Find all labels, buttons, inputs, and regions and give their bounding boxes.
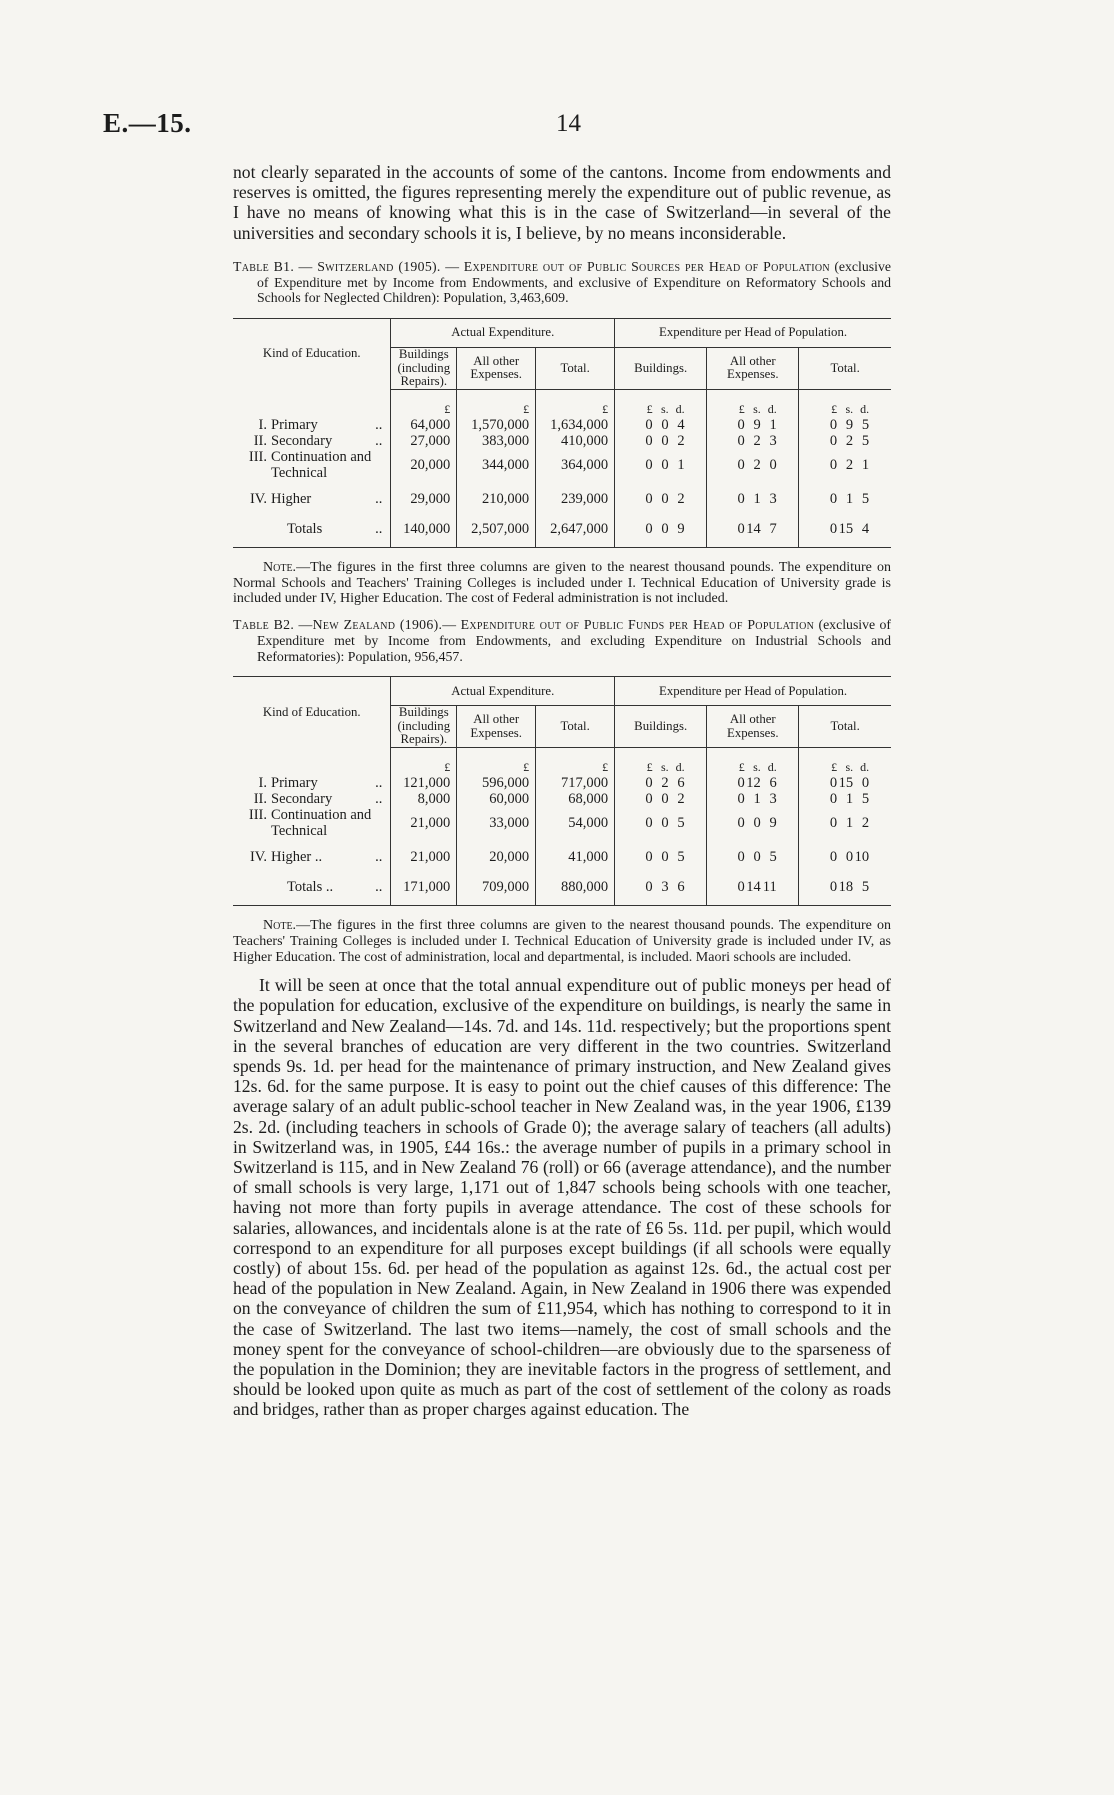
lsd-pence: 5	[677, 849, 685, 866]
row-numeral: III.	[248, 449, 267, 466]
caption-country: — Switzerland (1905). —	[298, 258, 460, 274]
lsd-shillings: 0	[661, 491, 669, 508]
lsd-shillings: 0	[661, 457, 669, 474]
totals-label-cell	[233, 869, 391, 906]
lsd-pence: 4	[861, 521, 870, 538]
unit-pound: £	[831, 402, 838, 417]
row-kind-label: Higher	[271, 491, 312, 508]
table-row	[233, 433, 891, 449]
lsd-pence: 3	[769, 491, 777, 508]
lsd-shillings: 3	[661, 879, 669, 896]
unit-pence: d.	[675, 760, 685, 775]
cell-buildings: 27,000	[391, 433, 457, 449]
lsd-pounds: 0	[645, 417, 653, 434]
lsd-pence: 1	[769, 417, 777, 434]
lsd-pence: 7	[769, 521, 777, 538]
unit-shilling: s.	[753, 760, 761, 775]
cell-ph-other	[707, 449, 799, 481]
lsd-shillings: 0	[661, 433, 669, 450]
row-kind-label: Secondary	[271, 791, 333, 808]
caption-rest: (exclusive of Expenditure met by Income from Endowments, and excluding Expenditure on Industrial Schools and Reformatories): Population, 956,457.	[257, 616, 891, 664]
page-reference: E.—15.	[103, 108, 192, 138]
header-actual-expenditure: Actual Expenditure.	[391, 319, 615, 348]
row-kind	[233, 481, 391, 511]
cell-total: 239,000	[536, 481, 615, 511]
unit-pence: d.	[767, 402, 777, 417]
table-b2-section	[233, 617, 891, 965]
cell-other: 1,570,000	[457, 417, 536, 433]
totals-other: 709,000	[457, 869, 536, 906]
lsd-pence: 6	[769, 775, 777, 792]
note-text: —The figures in the first three columns are given to the nearest thousand pounds. The expenditure on Teachers' Training Colleges is included under I. Technical Education of University grade is included under IV, as Higher Education. The cost of administration, local and departmental, is included. Maori schools are included.	[233, 918, 891, 965]
lsd-pence: 1	[861, 457, 870, 474]
lsd-pence: 5	[769, 849, 777, 866]
note-label: Note.	[263, 560, 297, 576]
header-ph-other: All other Expenses.	[707, 348, 799, 390]
lsd-pence: 5	[861, 879, 870, 896]
lsd-shillings: 9	[845, 417, 854, 434]
header-ph-other: All other Expenses.	[707, 706, 799, 748]
cell-total: 717,000	[536, 775, 615, 791]
header-per-head: Expenditure per Head of Population.	[615, 677, 891, 706]
lsd-shillings: 0	[661, 521, 669, 538]
unit-pound: £	[646, 760, 653, 775]
lsd-pence: 5	[861, 491, 870, 508]
lsd-pounds: 0	[829, 417, 838, 434]
header-ph-total: Total.	[799, 348, 891, 390]
totals-ph-other	[707, 511, 799, 548]
cell-ph-total	[799, 417, 891, 433]
totals-ph-total	[799, 869, 891, 906]
lsd-pounds: 0	[829, 491, 838, 508]
caption-label: Table B2.	[233, 616, 295, 632]
lsd-shillings: 12	[746, 775, 761, 792]
cell-total: 41,000	[536, 839, 615, 869]
cell-ph-buildings	[615, 791, 707, 807]
unit-shilling: s.	[660, 402, 669, 417]
lsd-pounds: 0	[829, 815, 838, 832]
lsd-pounds: 0	[829, 457, 838, 474]
lsd-pence: 6	[677, 775, 685, 792]
totals-label-cell	[233, 511, 391, 548]
cell-buildings: 121,000	[391, 775, 457, 791]
note-label: Note.	[263, 918, 297, 934]
caption-rest: (exclusive of Expenditure met by Income from Endowments, and exclusive of Expenditure on Reformatory Schools and Schools for Neglected Children): Population, 3,463,609.	[257, 258, 892, 306]
lsd-shillings: 15	[838, 775, 854, 792]
lsd-pence: 2	[677, 791, 685, 808]
lsd-pounds: 0	[737, 815, 745, 832]
closing-paragraph-text: It will be seen at once that the total annual expenditure out of public moneys per head of the population for education, exclusive of the expenditure on buildings, is nearly the same in Switzerland and New Zealand—14s. 7d. and 14s. 11d. respectively; but the proportions spent in the several branches of education are very different in the two countries. Switzerland spends 9s. 1d. per head for the maintenance of primary instruction, and New Zealand gives 12s. 6d. for the same purpose. It is easy to point out the chief causes of this difference: The average salary of an adult public-school teacher in New Zealand was, in the year 1906, £139 2s. 2d. (including teachers in schools of Grade 0); the average salary of teachers (all adults) in Switzerland was, in 1905, £44 16s.: the average number of pupils in a primary school in Switzerland is 115, and in New Zealand 76 (roll) or 66 (average attendance), and the number of small schools is very large, 1,171 out of 1,847 schools being schools with one teacher, having not more than forty pupils in average attendance. The cost of these schools for salaries, allowances, and incidentals alone is at the rate of £6 5s. 11d. per pupil, which would correspond to an expenditure for all purposes except buildings (if all schools were equally costly) of about 15s. 6d. per head of the population as against 12s. 6d., the actual cost per head of the population in New Zealand. Again, in New Zealand in 1906 there was expended on the conveyance of children the sum of £11,954, which has nothing to correspond to it in the case of Switzerland. The last two items—namely, the cost of small schools and the money spent for the conveyance of school-children—are obviously due to the sparseness of the population in the Dominion; they are inevitable factors in the progress of settlement, and should be looked upon quite as much as part of the cost of settlement of the colony as roads and bridges, rather than as proper charges against education. The	[233, 975, 891, 1420]
cell-total: 410,000	[536, 433, 615, 449]
table-b1	[233, 318, 891, 548]
lsd-pence: 2	[861, 815, 870, 832]
unit-pence: d.	[675, 402, 685, 417]
table-b1-section	[233, 259, 891, 607]
row-leader-dots: ..	[375, 775, 383, 792]
cell-buildings: 21,000	[391, 807, 457, 839]
table-row	[233, 481, 891, 511]
totals-total: 880,000	[536, 869, 615, 906]
row-kind	[233, 775, 391, 791]
lsd-pounds: 0	[645, 815, 653, 832]
lsd-pounds: 0	[737, 879, 745, 896]
lsd-units	[799, 747, 891, 775]
cell-ph-total	[799, 433, 891, 449]
table-row	[233, 417, 891, 433]
page-number: 14	[556, 110, 581, 137]
cell-ph-buildings	[615, 433, 707, 449]
cell-total: 1,634,000	[536, 417, 615, 433]
unit-shilling: s.	[660, 760, 669, 775]
lsd-pounds: 0	[829, 775, 838, 792]
unit-pound: £	[536, 389, 615, 417]
lsd-pounds: 0	[737, 433, 745, 450]
unit-pound: £	[831, 760, 838, 775]
lsd-pounds: 0	[737, 491, 745, 508]
table-row	[233, 449, 891, 481]
cell-ph-other	[707, 775, 799, 791]
lsd-shillings: 1	[845, 815, 854, 832]
cell-ph-total	[799, 775, 891, 791]
totals-buildings: 140,000	[391, 511, 457, 548]
row-kind-label: Higher ..	[271, 849, 323, 866]
lsd-pence: 6	[677, 879, 685, 896]
header-buildings: Buildings (including Repairs).	[391, 706, 457, 748]
cell-ph-other	[707, 481, 799, 511]
row-kind-label: Primary	[271, 775, 318, 792]
cell-total: 54,000	[536, 807, 615, 839]
header-ph-buildings: Buildings.	[615, 348, 707, 390]
lsd-shillings: 0	[661, 815, 669, 832]
totals-ph-buildings	[615, 511, 707, 548]
lsd-shillings: 14	[746, 879, 761, 896]
table-row	[233, 791, 891, 807]
lsd-pounds: 0	[645, 879, 653, 896]
table-b2	[233, 676, 891, 906]
cell-buildings: 8,000	[391, 791, 457, 807]
table-row	[233, 775, 891, 791]
table-b2-note	[233, 918, 891, 965]
caption-country: —New Zealand (1906).—	[298, 616, 457, 632]
lsd-pence: 5	[677, 815, 685, 832]
cell-ph-total	[799, 791, 891, 807]
lsd-shillings: 15	[838, 521, 854, 538]
lsd-pence: 4	[677, 417, 685, 434]
totals-total: 2,647,000	[536, 511, 615, 548]
cell-ph-other	[707, 839, 799, 869]
row-numeral: I.	[258, 775, 267, 792]
lsd-pence: 9	[769, 815, 777, 832]
row-numeral: I.	[258, 417, 267, 434]
row-kind-label: Continuation and Technical	[271, 449, 372, 482]
lsd-shillings: 0	[661, 791, 669, 808]
lsd-shillings: 2	[753, 457, 761, 474]
cell-buildings: 64,000	[391, 417, 457, 433]
lsd-shillings: 0	[753, 849, 761, 866]
cell-other: 20,000	[457, 839, 536, 869]
lsd-pence: 0	[861, 775, 870, 792]
unit-pence: d.	[767, 760, 777, 775]
totals-buildings: 171,000	[391, 869, 457, 906]
note-text: —The figures in the first three columns are given to the nearest thousand pounds. The expenditure on Normal Schools and Teachers' Training Colleges is included under I. Technical Education of University grade is included under IV, Higher Education. The cost of Federal administration is not included.	[233, 560, 891, 607]
header-other-expenses: All other Expenses.	[457, 706, 536, 748]
header-kind: Kind of Education.	[262, 346, 361, 361]
unit-pound: £	[391, 389, 457, 417]
closing-paragraph	[233, 975, 891, 1419]
cell-total: 364,000	[536, 449, 615, 481]
row-numeral: II.	[253, 791, 267, 808]
unit-pence: d.	[860, 402, 870, 417]
unit-pound: £	[536, 747, 615, 775]
lsd-pounds: 0	[645, 433, 653, 450]
row-kind	[233, 807, 391, 839]
table-row	[233, 807, 891, 839]
row-numeral: II.	[253, 433, 267, 450]
lsd-shillings: 0	[845, 849, 854, 866]
lsd-pence: 2	[677, 433, 685, 450]
lsd-shillings: 1	[845, 791, 854, 808]
cell-total: 68,000	[536, 791, 615, 807]
cell-buildings: 29,000	[391, 481, 457, 511]
caption-heading: Expenditure out of Public Funds per Head of Population	[460, 616, 815, 632]
lsd-pounds: 0	[829, 433, 838, 450]
lsd-pence: 9	[677, 521, 685, 538]
row-numeral: IV.	[249, 849, 267, 866]
lsd-pounds: 0	[737, 849, 745, 866]
table-b1-note	[233, 560, 891, 607]
row-kind-label: Primary	[271, 417, 318, 434]
header-other-expenses: All other Expenses.	[457, 348, 536, 390]
lsd-shillings: 0	[661, 417, 669, 434]
header-buildings: Buildings (including Repairs).	[391, 348, 457, 390]
row-numeral: IV.	[249, 491, 267, 508]
cell-ph-other	[707, 791, 799, 807]
lsd-shillings: 2	[753, 433, 761, 450]
caption-label: Table B1.	[233, 258, 295, 274]
lsd-pence: 5	[861, 791, 870, 808]
table-b2-caption	[233, 617, 891, 664]
header-total: Total.	[536, 706, 615, 748]
header-ph-buildings: Buildings.	[615, 706, 707, 748]
lsd-shillings: 2	[845, 433, 854, 450]
lsd-shillings: 2	[661, 775, 669, 792]
cell-ph-buildings	[615, 807, 707, 839]
cell-other: 210,000	[457, 481, 536, 511]
totals-label: Totals ..	[287, 879, 334, 896]
table-row	[233, 839, 891, 869]
totals-ph-buildings	[615, 869, 707, 906]
lsd-pence: 10	[854, 849, 870, 866]
cell-ph-total	[799, 839, 891, 869]
lsd-units	[799, 389, 891, 417]
lsd-pence: 5	[861, 417, 870, 434]
lsd-shillings: 1	[753, 491, 761, 508]
unit-pound: £	[457, 389, 536, 417]
lsd-pence: 2	[677, 491, 685, 508]
lsd-units	[615, 389, 707, 417]
cell-ph-other	[707, 807, 799, 839]
row-leader-dots: ..	[375, 879, 383, 896]
lsd-pence: 0	[769, 457, 777, 474]
totals-row	[233, 511, 891, 548]
lsd-shillings: 0	[753, 815, 761, 832]
page-content	[233, 162, 891, 1420]
cell-ph-total	[799, 449, 891, 481]
caption-heading: Expenditure out of Public Sources per Head of Population	[463, 258, 830, 274]
lsd-shillings: 14	[746, 521, 761, 538]
row-kind	[233, 839, 391, 869]
lsd-pounds: 0	[829, 791, 838, 808]
totals-row	[233, 869, 891, 906]
lsd-pounds: 0	[645, 457, 653, 474]
row-kind	[233, 433, 391, 449]
header-per-head: Expenditure per Head of Population.	[615, 319, 891, 348]
unit-shilling: s.	[753, 402, 761, 417]
lsd-pence: 1	[677, 457, 685, 474]
unit-shilling: s.	[845, 402, 854, 417]
unit-pence: d.	[860, 760, 870, 775]
lsd-pounds: 0	[645, 521, 653, 538]
cell-ph-buildings	[615, 839, 707, 869]
cell-buildings: 21,000	[391, 839, 457, 869]
lsd-pounds: 0	[737, 521, 745, 538]
lsd-pounds: 0	[829, 521, 838, 538]
lsd-shillings: 0	[661, 849, 669, 866]
lsd-pounds: 0	[737, 417, 745, 434]
row-kind	[233, 791, 391, 807]
row-leader-dots: ..	[375, 849, 383, 866]
cell-other: 596,000	[457, 775, 536, 791]
unit-pound: £	[738, 402, 745, 417]
row-leader-dots: ..	[375, 417, 383, 434]
header-ph-total: Total.	[799, 706, 891, 748]
unit-shilling: s.	[845, 760, 854, 775]
cell-ph-other	[707, 417, 799, 433]
totals-label: Totals	[287, 521, 323, 538]
lsd-pounds: 0	[645, 491, 653, 508]
lsd-pounds: 0	[737, 791, 745, 808]
lsd-pounds: 0	[829, 849, 838, 866]
cell-ph-total	[799, 481, 891, 511]
row-kind-label: Continuation and Technical	[271, 807, 372, 840]
unit-pound: £	[391, 747, 457, 775]
lsd-pounds: 0	[829, 879, 838, 896]
row-leader-dots: ..	[375, 791, 383, 808]
lsd-pounds: 0	[645, 791, 653, 808]
cell-ph-buildings	[615, 417, 707, 433]
row-kind	[233, 417, 391, 433]
lsd-pence: 11	[762, 879, 777, 896]
cell-buildings: 20,000	[391, 449, 457, 481]
cell-ph-other	[707, 433, 799, 449]
cell-ph-buildings	[615, 481, 707, 511]
cell-ph-buildings	[615, 449, 707, 481]
lsd-shillings: 1	[845, 491, 854, 508]
totals-other: 2,507,000	[457, 511, 536, 548]
row-leader-dots: ..	[375, 521, 383, 538]
header-kind: Kind of Education.	[262, 704, 361, 719]
lsd-pounds: 0	[737, 457, 745, 474]
lsd-units	[707, 389, 799, 417]
lsd-pence: 3	[769, 791, 777, 808]
cell-ph-total	[799, 807, 891, 839]
cell-ph-buildings	[615, 775, 707, 791]
intro-paragraph: not clearly separated in the accounts of some of the cantons. Income from endowments and reserves is omitted, the figures representing merely the expenditure out of public revenue, as I have no means of knowing what this is in the case of Switzerland—in several of the universities and secondary schools it is, I believe, by no means inconsiderable.	[233, 162, 891, 243]
lsd-shillings: 2	[845, 457, 854, 474]
lsd-shillings: 9	[753, 417, 761, 434]
lsd-shillings: 18	[838, 879, 854, 896]
lsd-pounds: 0	[645, 849, 653, 866]
cell-other: 60,000	[457, 791, 536, 807]
cell-other: 383,000	[457, 433, 536, 449]
cell-other: 33,000	[457, 807, 536, 839]
unit-pound: £	[646, 402, 653, 417]
unit-pound: £	[738, 760, 745, 775]
lsd-pounds: 0	[737, 775, 745, 792]
lsd-pounds: 0	[645, 775, 653, 792]
row-numeral: III.	[248, 807, 267, 824]
unit-pound: £	[457, 747, 536, 775]
lsd-pence: 5	[861, 433, 870, 450]
row-leader-dots: ..	[375, 491, 383, 508]
lsd-units	[615, 747, 707, 775]
totals-ph-other	[707, 869, 799, 906]
row-kind-label: Secondary	[271, 433, 333, 450]
header-actual-expenditure: Actual Expenditure.	[391, 677, 615, 706]
row-leader-dots: ..	[375, 433, 383, 450]
table-b1-caption	[233, 259, 891, 306]
lsd-shillings: 1	[753, 791, 761, 808]
lsd-pence: 3	[769, 433, 777, 450]
lsd-units	[707, 747, 799, 775]
header-total: Total.	[536, 348, 615, 390]
cell-other: 344,000	[457, 449, 536, 481]
totals-ph-total	[799, 511, 891, 548]
row-kind	[233, 449, 391, 481]
